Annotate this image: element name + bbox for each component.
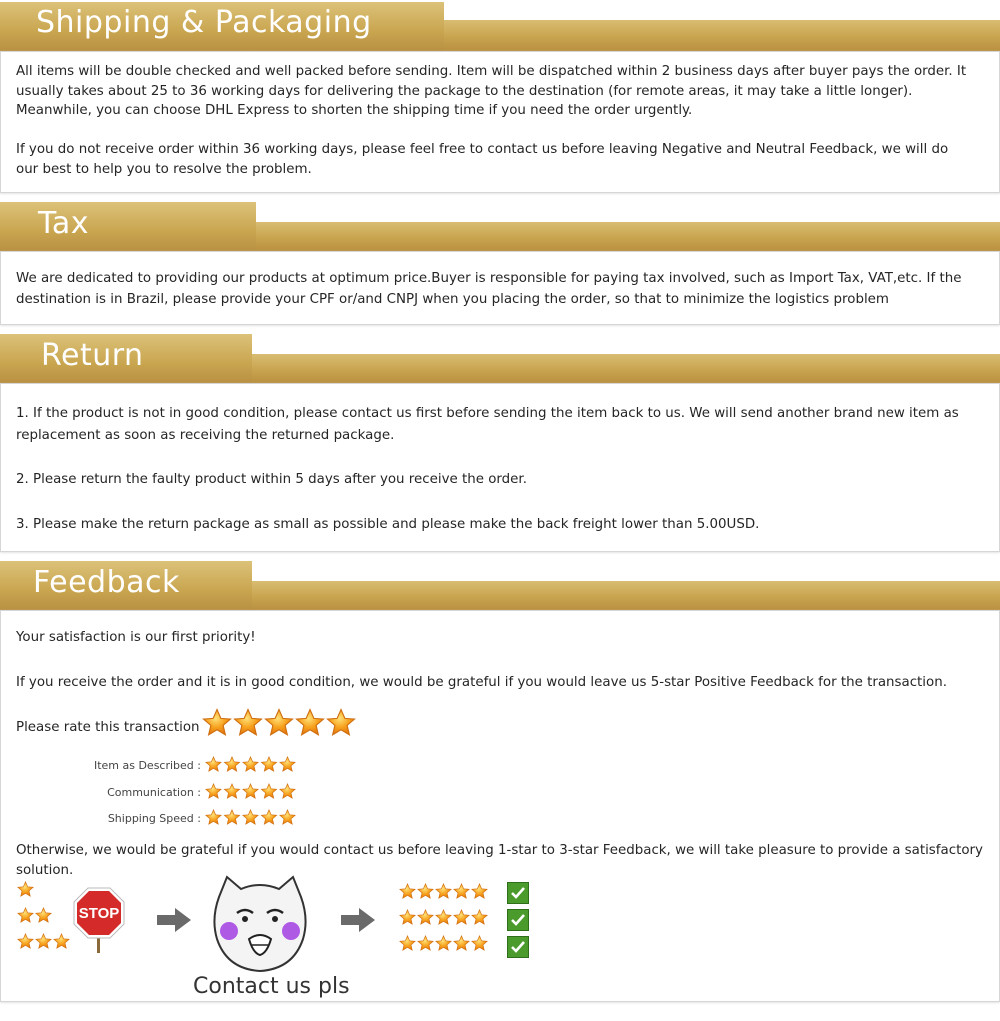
- star-icon: [224, 784, 239, 798]
- rating-stars: [205, 783, 301, 801]
- feedback-paragraph-2: If you receive the order and it is in good condition, we would be grateful if you would leave us 5-star Positive Feedback for the transaction.: [16, 675, 947, 690]
- star-icon: [472, 910, 487, 924]
- shipping-paragraph-2: If you do not receive order within 36 working days, please feel free to contact us before leaving Negative and Neutral Feedback, we will do our best to help you to resolve the problem.: [16, 142, 949, 177]
- star-icon: [400, 884, 415, 898]
- star-icon: [472, 936, 487, 950]
- star-icon[interactable]: [204, 710, 231, 735]
- star-icon: [18, 882, 33, 896]
- high-ratings: [399, 883, 499, 963]
- star-icon: [224, 757, 239, 771]
- return-item-1: 1. If the product is not in good condition, please contact us first before sending the item back to us. We will send another brand new item as replacement as soon as receiving the returned package.: [16, 406, 959, 443]
- star-icon: [261, 810, 276, 824]
- feedback-section: [0, 559, 1000, 1021]
- star-icon[interactable]: [328, 710, 355, 735]
- check-icon: [507, 882, 529, 904]
- arrow-right-icon: [341, 908, 375, 932]
- star-icon[interactable]: [235, 710, 262, 735]
- feedback-paragraph-3: Otherwise, we would be grateful if you would contact us before leaving 1-star to 3-star Feedback, we will take pleasure to provide a satisfactory solution.: [16, 843, 983, 878]
- check-icon: [507, 936, 529, 958]
- shipping-section: [0, 0, 1000, 195]
- stop-sign-text: STOP: [78, 905, 120, 922]
- low-ratings: [17, 881, 77, 961]
- star-icon: [436, 910, 451, 924]
- return-item-2: 2. Please return the faulty product within 5 days after you receive the order.: [16, 472, 527, 487]
- rating-stars: [205, 756, 301, 774]
- star-icon: [418, 884, 433, 898]
- high-rating-row: [399, 909, 489, 927]
- star-icon: [261, 784, 276, 798]
- star-icon: [224, 810, 239, 824]
- rate-label: Please rate this transaction: [16, 720, 200, 735]
- rate-stars[interactable]: [202, 708, 362, 742]
- star-icon: [418, 936, 433, 950]
- low-rating-row: [17, 907, 53, 925]
- rating-row: [1, 806, 321, 830]
- high-rating-row: [399, 935, 489, 953]
- check-icon: [507, 909, 529, 931]
- return-section: [0, 332, 1000, 554]
- star-icon: [243, 784, 258, 798]
- star-icon: [436, 936, 451, 950]
- star-icon: [400, 910, 415, 924]
- star-icon: [206, 757, 221, 771]
- star-icon: [280, 784, 295, 798]
- star-icon[interactable]: [297, 710, 324, 735]
- rating-label: Item as Described :: [93, 759, 201, 772]
- star-icon[interactable]: [266, 710, 293, 735]
- star-icon: [454, 910, 469, 924]
- arrow-right-icon: [157, 908, 191, 932]
- detailed-ratings: [1, 751, 321, 833]
- star-icon: [454, 884, 469, 898]
- star-icon: [436, 884, 451, 898]
- low-rating-row: [17, 881, 35, 899]
- star-icon: [280, 810, 295, 824]
- star-icon: [243, 757, 258, 771]
- shipping-title: Shipping & Packaging: [36, 5, 372, 40]
- feedback-paragraph-1: Your satisfaction is our first priority!: [16, 630, 256, 645]
- star-icon: [206, 810, 221, 824]
- star-icon: [18, 908, 33, 922]
- star-icon: [243, 810, 258, 824]
- stop-sign-icon: [73, 887, 125, 953]
- tax-section: [0, 200, 1000, 325]
- return-title: Return: [41, 338, 144, 373]
- star-icon: [418, 910, 433, 924]
- star-icon: [261, 757, 276, 771]
- star-icon: [280, 757, 295, 771]
- star-icon: [36, 908, 51, 922]
- star-icon: [36, 934, 51, 948]
- tax-paragraph: We are dedicated to providing our products at optimum price.Buyer is responsible for paying tax involved, such as Import Tax, VAT,etc. If the destination is in Brazil, please provide your CPF or/and CNPJ when you placing the order, so that to minimize the logistics problem: [16, 271, 962, 307]
- star-icon: [400, 936, 415, 950]
- rating-row: [1, 753, 321, 777]
- star-icon: [18, 934, 33, 948]
- sad-face-icon: [205, 873, 315, 975]
- high-rating-row: [399, 883, 489, 901]
- star-icon: [454, 936, 469, 950]
- tax-title: Tax: [38, 206, 89, 241]
- shipping-paragraph-1: All items will be double checked and well packed before sending. Item will be dispatched within 2 business days after buyer pays the order. It usually takes about 25 to 36 working days for delivering the package to the destination (for remote areas, it may take a little longer). Meanwhile, you can choose DHL Express to shorten the shipping time if you need the order urgently.: [16, 64, 967, 118]
- star-icon: [472, 884, 487, 898]
- rating-label: Communication :: [107, 786, 201, 799]
- star-icon: [54, 934, 69, 948]
- star-icon: [206, 784, 221, 798]
- feedback-title: Feedback: [33, 565, 180, 600]
- return-item-3: 3. Please make the return package as small as possible and please make the back freight lower than 5.00USD.: [16, 517, 760, 532]
- rating-row: [1, 780, 321, 804]
- low-rating-row: [17, 933, 71, 951]
- rating-label: Shipping Speed :: [107, 812, 201, 825]
- contact-us-label[interactable]: Contact us pls: [193, 974, 350, 999]
- rating-stars: [205, 809, 301, 827]
